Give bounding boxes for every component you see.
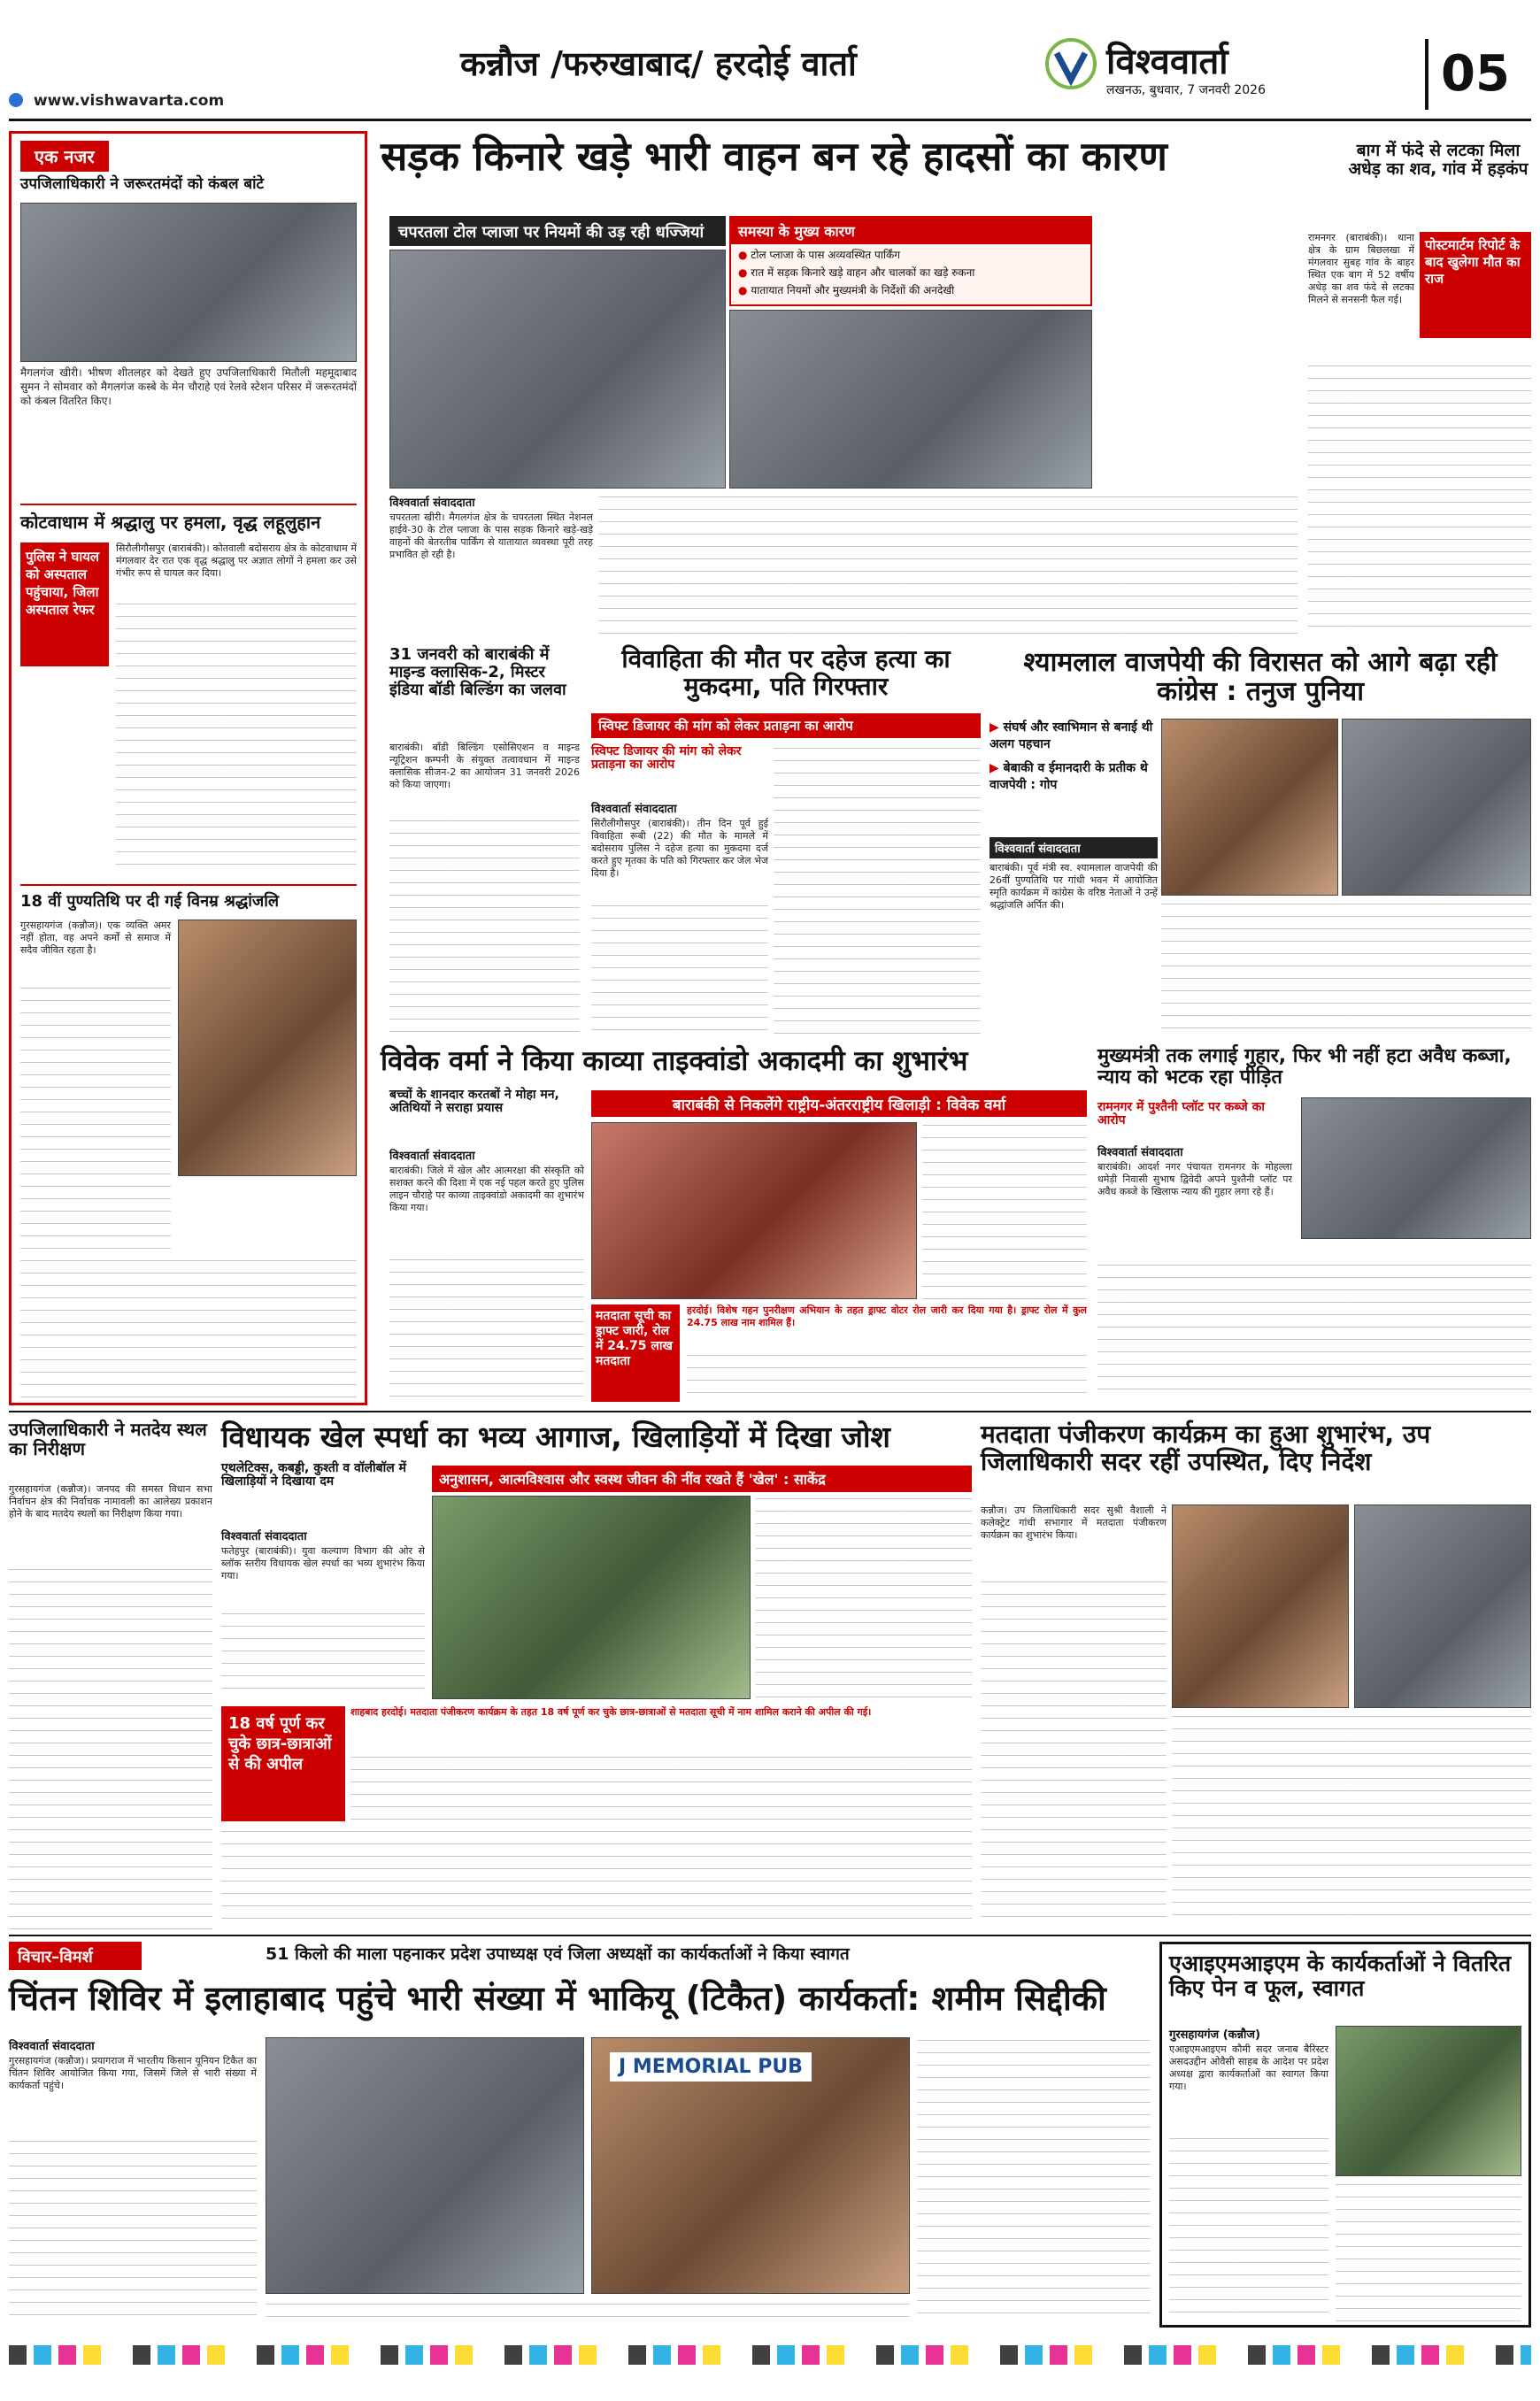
causes-box xyxy=(729,216,1092,306)
bodybuilding-title: 31 जनवरी को बाराबंकी में माइन्ड क्लासिक-2, मिस्टर इंडिया बॉडी बिल्डिंग का जलवा xyxy=(389,645,566,699)
right-top-lead: रामनगर (बाराबंकी)। थाना क्षेत्र के ग्राम बिछलखा में मंगलवार सुबह गांव के बाहर स्थित एक बाग में 52 वर्षीय अधेड़ का शव फंदे से लटका मिलने से सनसनी फैल गई। xyxy=(1308,232,1414,305)
left-story3-text: गुरसहायगंज (कन्नौज)। एक व्यक्ति अमर नहीं होता, वह अपने कर्मों से समाज में सदैव जीवित रहता है। xyxy=(20,920,171,956)
bottom-strip: 51 किलो की माला पहनाकर प्रदेश उपाध्यक्ष एवं जिला अध्यक्षों का कार्यकर्ताओं ने किया स्वागत xyxy=(266,1944,850,1964)
sports-kicker: एथलेटिक्स, कबड्डी, कुश्ती व वॉलीबॉल में खिलाड़ियों ने दिखाया दम xyxy=(221,1461,406,1489)
aimim-byline: गुरसहायगंज (कन्नौज) xyxy=(1169,2028,1261,2042)
dateline: लखनऊ, बुधवार, 7 जनवरी 2026 xyxy=(1106,83,1266,97)
left-story3-photo xyxy=(178,920,357,1176)
causes-item xyxy=(731,280,1090,297)
globe-icon xyxy=(9,93,23,107)
bottom-body-3 xyxy=(266,2301,910,2324)
encroach-kicker: रामनगर में पुश्तैनी प्लॉट पर कब्जे का आरोप xyxy=(1097,1100,1265,1128)
top-body xyxy=(598,494,1297,635)
bullet-icon: ● xyxy=(738,266,751,279)
left-story1-caption: मैगलगंज खीरी। भीषण शीतलहर को देखते हुए उपजिलाधिकारी मितौली महमूदाबाद सुमन ने सोमवार को मैगलगंज कस्बे के मेन चौराहे एवं रेलवे स्टेशन परिसर में जरूरतमंदों को कंबल वितरित किए। xyxy=(20,366,357,407)
sports-badge: 18 वर्ष पूर्ण कर चुके छात्र-छात्राओं से की अपील xyxy=(221,1706,345,1821)
bottom-photo-1 xyxy=(266,2037,584,2294)
right-top-title: बाग में फंदे से लटका मिला अधेड़ का शव, गांव में हड़कंप xyxy=(1348,141,1528,179)
dowry-more xyxy=(591,903,768,1035)
causes-item-text: टोल प्लाजा के पास अव्यवस्थित पार्किंग xyxy=(751,249,901,261)
voter-roll-badge: मतदाता सूची का ड्राफ्ट जारी, रोल में 24.75 लाख मतदाता xyxy=(591,1304,680,1402)
encroach-byline: विश्ववार्ता संवाददाता xyxy=(1097,1146,1183,1159)
taekwondo-body-2 xyxy=(922,1122,1087,1299)
bottom-title: चिंतन शिविर में इलाहाबाद पहुंचे भारी संख्या में भाकियू (टिकैत) कार्यकर्ता: शमीम सिद्दीकी xyxy=(9,1979,1106,2018)
congress-point xyxy=(989,719,1158,752)
left-story1-title: उपजिलाधिकारी ने जरूरतमंदों को कंबल बांटे xyxy=(20,175,265,193)
brand-logo-icon xyxy=(1044,37,1097,90)
sports-notice: शाहबाद हरदोई। मतदाता पंजीकरण कार्यक्रम के तहत 18 वर्ष पूर्ण कर चुके छात्र-छात्राओं से मतदाता सूची में नाम शामिल कराने की अपील की गई। xyxy=(350,1706,872,1718)
voter-photo-2 xyxy=(1354,1504,1531,1708)
brand-name: विश्ववार्ता xyxy=(1106,42,1228,82)
congress-points xyxy=(989,719,1158,816)
arrow-icon: ▶ xyxy=(989,761,1004,775)
aimim-body-2 xyxy=(1336,2182,1521,2321)
bottom-body-2 xyxy=(917,2037,1151,2324)
aimim-body xyxy=(1169,2136,1328,2321)
bodybuilding-lead: बाराबंकी। बाँडी बिल्डिंग एसोसिएशन व माइन्ड न्यूट्रिशन कम्पनी के संयुक्त तत्वावधान में माइन्ड क्लासिक सीजन-2 का आयोजन 31 जनवरी 2026 को किया जाएगा। xyxy=(389,742,580,790)
sdm-lead: गुरसहायगंज (कन्नौज)। जनपद की समस्त विधान सभा निर्वाचन क्षेत्र की निर्वाचक नामावली का आलेख्य प्रकाशन होने के बाद मतदेय स्थलों का निरीक्षण किया गया। xyxy=(9,1483,212,1520)
voter-body-2 xyxy=(1172,1713,1531,1926)
left-story3-more xyxy=(20,985,171,1251)
left-story1-photo xyxy=(20,203,357,362)
causes-item xyxy=(731,244,1090,262)
sports-byline: विश्ववार्ता संवाददाता xyxy=(221,1530,307,1543)
opinion-label: विचार–विमर्श xyxy=(9,1942,142,1970)
dowry-body xyxy=(774,745,981,1037)
arrow-icon: ▶ xyxy=(989,720,1004,735)
top-headline: सड़क किनारे खड़े भारी वाहन बन रहे हादसों का कारण xyxy=(381,133,1167,180)
voter-title: मतदाता पंजीकरण कार्यक्रम का हुआ शुभारंभ, उप जिलाधिकारी सदर रहीं उपस्थित, दिए निर्देश xyxy=(981,1420,1431,1476)
left-story2-more xyxy=(116,601,357,875)
congress-lead: बाराबंकी। पूर्व मंत्री स्व. श्यामलाल वाजपेयी की 26वीं पुण्यतिथि पर गांधी भवन में आयोजित स्मृति कार्यक्रम में कांग्रेस के वरिष्ठ नेताओं ने उन्हें श्रद्धांजलि अर्पित की। xyxy=(989,862,1158,911)
dowry-bar: स्विफ्ट डिजायर की मांग को लेकर प्रताड़ना का आरोप xyxy=(591,713,981,738)
congress-byline: विश्ववार्ता संवाददाता xyxy=(989,837,1158,858)
divider xyxy=(20,884,357,886)
left-story3-cont xyxy=(20,1258,357,1399)
sports-bar: अनुशासन, आत्मविश्वास और स्वस्थ जीवन की नींव रखते हैं 'खेल' : साकेंद्र xyxy=(432,1466,972,1492)
bodybuilding-body xyxy=(389,818,580,1039)
dowry-kicker: स्विफ्ट डिजायर की मांग को लेकर प्रताड़ना का आरोप xyxy=(591,744,742,773)
congress-point-text: संघर्ष और स्वाभिमान से बनाई थी अलग पहचान xyxy=(989,720,1153,751)
congress-photo-1 xyxy=(1161,719,1338,896)
sports-lead: फतेहपुर (बाराबंकी)। युवा कल्याण विभाग की ओर से ब्लॉक स्तरीय विधायक खेल स्पर्धा का भव्य शुभारंभ किया गया। xyxy=(221,1545,425,1581)
encroach-photo xyxy=(1301,1097,1531,1239)
voter-photo-1 xyxy=(1172,1504,1349,1708)
photo-sign: J MEMORIAL PUB xyxy=(610,2052,812,2082)
aimim-lead: एआइएमआइएम कौमी सदर जनाब बैरिस्टर असदउद्दीन ओवैसी साहब के आदेश पर प्रदेश अध्यक्ष द्वारा कार्यकर्ताओं का स्वागत किया गया। xyxy=(1169,2043,1328,2092)
voter-body xyxy=(981,1579,1167,1924)
left-story2-sidebox: पुलिस ने घायल को अस्पताल पहुंचाया, जिला अस्पताल रेफर xyxy=(20,543,109,666)
divider xyxy=(20,504,357,505)
sdm-body xyxy=(9,1566,212,1929)
voter-lead: कन्नौज। उप जिलाधिकारी सदर सुश्री वैशाली ने कलेक्ट्रेट गांधी सभागार में मतदाता पंजीकरण कार्यक्रम का शुभारंभ किया। xyxy=(981,1504,1167,1541)
aimim-photo xyxy=(1336,2026,1521,2176)
section-rule xyxy=(9,1935,1531,1936)
encroach-title: मुख्यमंत्री तक लगाई गुहार, फिर भी नहीं हटा अवैध कब्जा, न्याय को भटक रहा पीड़ित xyxy=(1097,1045,1512,1089)
sports-body-2 xyxy=(756,1496,972,1699)
bullet-icon: ● xyxy=(738,284,751,296)
taekwondo-byline: विश्ववार्ता संवाददाता xyxy=(389,1150,475,1163)
top-byline: विश्ववार्ता संवाददाता xyxy=(389,496,475,510)
bottom-photo-2 xyxy=(591,2037,910,2294)
congress-point xyxy=(989,759,1158,793)
left-story2-text: सिरौलीगौसपुर (बाराबंकी)। कोतवाली बदोसराय क्षेत्र के कोटवाधाम में मंगलवार देर रात एक वृद्ध श्रद्धालु पर अज्ञात लोगों ने हमला कर उसे गंभीर रूप से घायल कर दिया। xyxy=(116,543,357,579)
masthead-rule xyxy=(9,119,1531,121)
congress-photo-2 xyxy=(1342,719,1531,896)
taekwondo-photo xyxy=(591,1122,917,1299)
section-label: एक नजर xyxy=(20,141,109,172)
registration-bar xyxy=(9,2345,1531,2365)
congress-point-text: बेबाकी व ईमानदारी के प्रतीक थे वाजपेयी : गोप xyxy=(989,761,1148,792)
bottom-lead: गुरसहायगंज (कन्नौज)। प्रयागराज में भारतीय किसान यूनियन टिकैत का चिंतन शिविर आयोजित किया गया, जिसमें जिले से भारी संख्या में कार्यकर्ता पहुंचे। xyxy=(9,2055,257,2091)
taekwondo-kicker: बच्चों के शानदार करतबों ने मोहा मन, अतिथियों ने सराहा प्रयास xyxy=(389,1088,559,1116)
bottom-byline: विश्ववार्ता संवाददाता xyxy=(9,2040,95,2053)
sports-photo xyxy=(432,1496,751,1699)
sports-title: विधायक खेल स्पर्धा का भव्य आगाज, खिलाड़ियों में दिखा जोश xyxy=(221,1420,890,1454)
right-top-badge: पोस्टमार्टम रिपोर्ट के बाद खुलेगा मौत का राज xyxy=(1420,232,1531,338)
top-photo-2 xyxy=(729,310,1092,489)
top-photo-1 xyxy=(389,250,726,489)
dowry-lead: सिरौलीगौसपुर (बाराबंकी)। तीन दिन पूर्व हुई विवाहिता रूबी (22) की मौत के मामले में बदोसराय पुलिस ने दहेज हत्या का मुकदमा दर्ज करते हुए मृतका के पति को गिरफ्तार कर जेल भेज दिया है। xyxy=(591,818,768,879)
taekwondo-bar: बाराबंकी से निकलेंगे राष्ट्रीय-अंतरराष्ट्रीय खिलाड़ी : विवेक वर्मा xyxy=(591,1090,1087,1117)
edition-title: कन्नौज /फरुखाबाद/ हरदोई वार्ता xyxy=(460,44,857,83)
sports-notice-more xyxy=(350,1754,972,1821)
sdm-title: उपजिलाधिकारी ने मतदेय स्थल का निरीक्षण xyxy=(9,1419,207,1459)
dowry-title: विवाहिता की मौत पर दहेज हत्या का मुकदमा, पति गिरफ्तार xyxy=(621,644,951,701)
sports-body-3 xyxy=(221,1828,972,1926)
causes-box-title: समस्या के मुख्य कारण xyxy=(731,218,1090,244)
bullet-icon: ● xyxy=(738,249,751,261)
causes-item-text: रात में सड़क किनारे खड़े वाहन और चालकों का खड़े रुकना xyxy=(751,266,975,279)
section-rule xyxy=(9,1411,1531,1412)
website-url[interactable] xyxy=(9,92,327,115)
taekwondo-title: विवेक वर्मा ने किया काव्या ताइक्वांडो अकादमी का शुभारंभ xyxy=(381,1045,968,1077)
dowry-byline: विश्ववार्ता संवाददाता xyxy=(591,803,677,816)
top-lead: चपरतला खीरी। मैगलगंज क्षेत्र के चपरतला स्थित नेशनल हाईवे-30 के टोल प्लाजा के पास सड़क किनारे खड़े-खड़े वाहनों की बेतरतीब पार्किंग से यातायात व्यवस्था पूरी तरह प्रभावित हो रही है। xyxy=(389,512,593,560)
encroach-body xyxy=(1097,1262,1531,1400)
congress-title: श्यामलाल वाजपेयी की विरासत को आगे बढ़ा रही कांग्रेस : तनुज पुनिया xyxy=(1023,647,1498,707)
encroach-lead: बाराबंकी। आदर्श नगर पंचायत रामनगर के मोहल्ला धमेड़ी निवासी सुभाष द्विवेदी अपने पुश्तैनी प्लॉट पर अवैध कब्जे के खिलाफ न्याय की गुहार लगा रहे हैं। xyxy=(1097,1161,1292,1197)
taekwondo-body xyxy=(389,1257,584,1398)
website-text: www.vishwavarta.com xyxy=(33,92,225,110)
right-top-body xyxy=(1308,363,1531,628)
brand-logo xyxy=(1044,34,1398,97)
voter-roll-text: हरदोई। विशेष गहन पुनरीक्षण अभियान के तहत ड्राफ्ट वोटर रोल जारी कर दिया गया है। ड्राफ्ट रोल में कुल 24.75 लाख नाम शामिल हैं। xyxy=(687,1304,1087,1328)
causes-item-text: यातायात नियमों और मुख्यमंत्री के निर्देशों की अनदेखी xyxy=(751,284,955,296)
bottom-body xyxy=(9,2138,257,2324)
causes-item xyxy=(731,262,1090,280)
left-story2-title: कोटवाधाम में श्रद्धालु पर हमला, वृद्ध लहूलुहान xyxy=(20,512,321,533)
voter-roll-more xyxy=(687,1352,1087,1400)
congress-body xyxy=(1161,901,1531,1035)
taekwondo-lead: बाराबंकी। जिले में खेल और आत्मरक्षा की संस्कृति को सशक्त करने की दिशा में एक नई पहल करते हुए पुलिस लाइन चौराहे पर काव्या ताइक्वांडो अकादमी का शुभारंभ किया गया। xyxy=(389,1165,584,1213)
left-column xyxy=(9,131,367,1405)
aimim-title: एआइएमआइएम के कार्यकर्ताओं ने वितरित किए पेन व फूल, स्वागत xyxy=(1169,1951,1512,2001)
left-story3-title: 18 वीं पुण्यतिथि पर दी गई विनम्र श्रद्धांजलि xyxy=(20,892,280,911)
top-subhead: चपरतला टोल प्लाजा पर नियमों की उड़ रही धज्जियां xyxy=(389,216,726,246)
aimim-box xyxy=(1159,1942,1531,2328)
page-number: 05 xyxy=(1425,39,1522,110)
sports-body xyxy=(221,1611,425,1699)
